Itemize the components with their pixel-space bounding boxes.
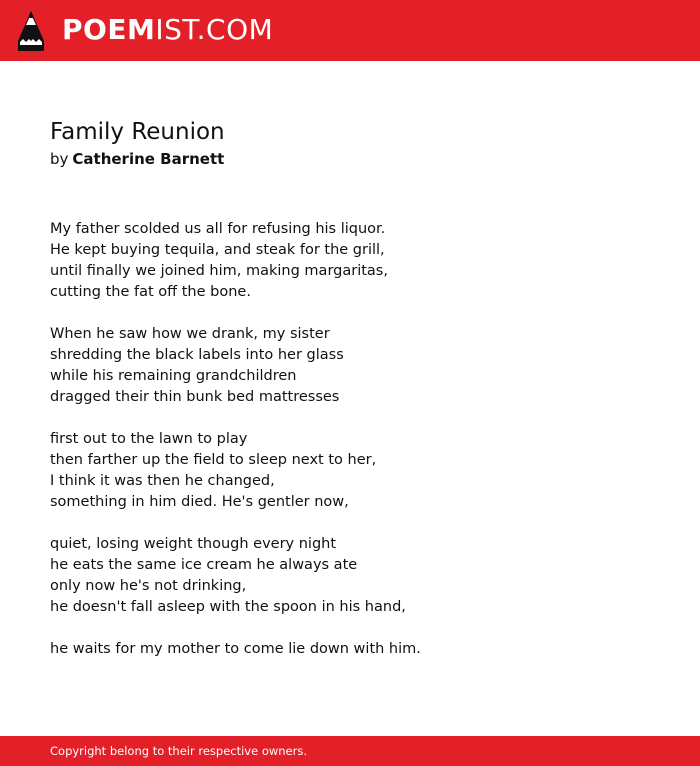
poem-line: only now he's not drinking, <box>50 578 247 594</box>
byline <box>50 148 224 170</box>
copyright-text: Copyright belong to their respective owners. <box>50 744 308 758</box>
logo-bold-text: POEM <box>62 13 156 46</box>
poem-body <box>50 219 650 681</box>
poem-line: he doesn't fall asleep with the spoon in his hand, <box>50 599 406 615</box>
poem-line: dragged their thin bunk bed mattresses <box>50 389 340 405</box>
logo-light-text: IST.COM <box>155 13 274 46</box>
poem-line: until finally we joined him, making margaritas, <box>50 263 388 279</box>
poem-stanza <box>50 324 650 408</box>
author-name: Catherine Barnett <box>72 150 225 168</box>
poem-line: shredding the black labels into her glass <box>50 347 344 363</box>
poem-line: he waits for my mother to come lie down with him. <box>50 641 421 657</box>
poem-line: My father scolded us all for refusing his liquor. <box>50 221 386 237</box>
poem-stanza <box>50 219 650 303</box>
poem-line: while his remaining grandchildren <box>50 368 297 384</box>
poem-line: something in him died. He's gentler now, <box>50 494 349 510</box>
poem-line: quiet, losing weight though every night <box>50 536 337 552</box>
poem-line: he eats the same ice cream he always ate <box>50 557 358 573</box>
poem-line: then farther up the field to sleep next to her, <box>50 452 377 468</box>
poem-line: I think it was then he changed, <box>50 473 275 489</box>
poem-stanza <box>50 639 650 660</box>
site-header <box>0 0 700 61</box>
poem-line: first out to the lawn to play <box>50 431 248 447</box>
by-label: by <box>50 150 69 168</box>
pencil-tip-icon[interactable] <box>18 11 44 51</box>
poem-title: Family Reunion <box>50 119 225 145</box>
poem-stanza <box>50 534 650 618</box>
site-logo[interactable] <box>62 13 273 47</box>
poem-stanza <box>50 429 650 513</box>
poem-line: He kept buying tequila, and steak for the grill, <box>50 242 385 258</box>
poem-line: cutting the fat off the bone. <box>50 284 251 300</box>
poem-line: When he saw how we drank, my sister <box>50 326 330 342</box>
site-footer <box>0 736 700 766</box>
